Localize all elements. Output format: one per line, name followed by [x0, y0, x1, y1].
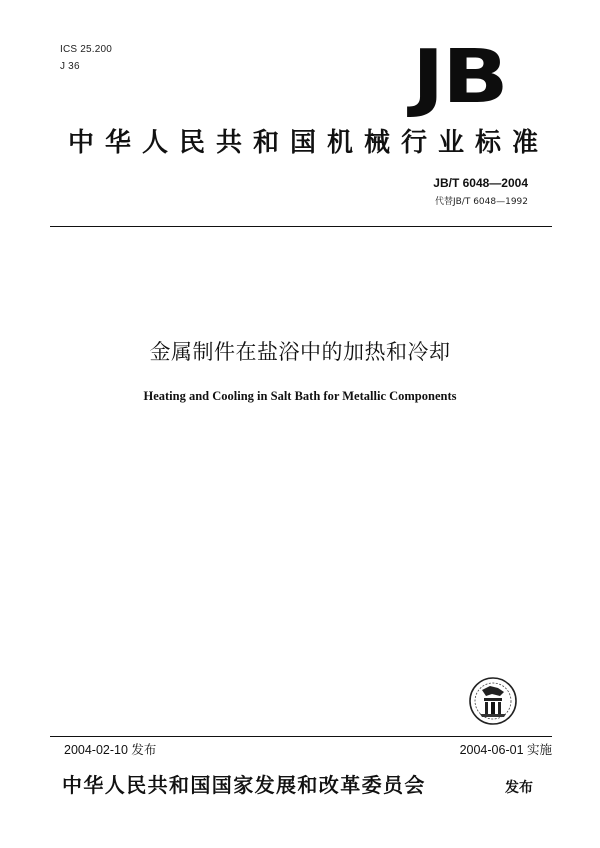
implementation-date: 2004-06-01 实施	[459, 743, 552, 757]
document-title-en: Heating and Cooling in Salt Bath for Metallic Components	[143, 389, 457, 403]
top-divider	[50, 226, 552, 227]
bottom-divider	[50, 736, 552, 737]
publisher-emblem-icon	[468, 676, 518, 726]
ics-code: ICS 25.200	[60, 44, 113, 55]
publisher-name: 中华人民共和国国家发展和改革委员会	[62, 773, 426, 797]
ccs-code: J 36	[60, 61, 80, 72]
jb-logo: JB	[412, 34, 507, 120]
standard-number: JB/T 6048—2004	[433, 176, 528, 190]
standard-category-title: 中华人民共和国机械行业标准	[68, 128, 550, 158]
publisher-suffix: 发布	[505, 780, 533, 796]
issue-date: 2004-02-10 发布	[64, 743, 157, 757]
document-title-cn: 金属制件在盐浴中的加热和冷却	[149, 340, 451, 364]
replaced-standard: 代替JB/T 6048—1992	[434, 197, 528, 207]
